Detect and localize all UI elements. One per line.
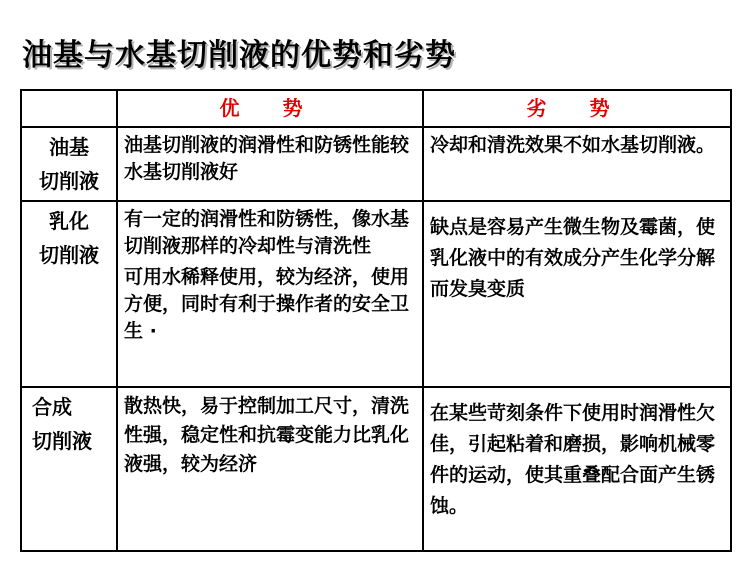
table-row-emulsion [21,201,731,387]
disadvantage-text: 在某些苛刻条件下使用时润滑性欠佳，引起粘着和磨损，影响机械零件的运动，使其重叠配合面产生锈蚀。 [430,402,716,517]
row-label-oil-based [21,127,117,201]
row-label-line1: 乳化 [49,209,89,233]
disadvantage-cell-synthetic [423,387,731,551]
disadvantage-text: 缺点是容易产生微生物及霉菌，使乳化液中的有效成分产生化学分解而发臭变质 [430,216,716,300]
row-label-line2: 切削液 [39,169,99,193]
comparison-table [20,89,732,552]
advantage-cell-oil-based [117,127,423,201]
table-header-row [21,90,731,127]
row-label-emulsion [21,201,117,387]
page-title: 油基与水基切削液的优势和劣势 [22,38,456,73]
advantage-text: 油基切削液的润滑性和防锈性能较水基切削液好 [124,134,410,183]
disadvantage-text: 冷却和清洗效果不如水基切削液。 [430,134,716,156]
table-row-oil-based [21,127,731,201]
header-corner-cell [21,90,117,127]
advantage-text: 散热快，易于控制加工尺寸，清洗性强，稳定性和抗霉变能力比乳化液强，较为经济 [124,395,410,475]
row-label-synthetic [21,387,117,551]
advantage-text: 有一定的润滑性和防锈性，像水基切削液那样的冷却性与清洗性 [124,208,410,257]
header-advantage: 优 势 [117,90,423,127]
advantage-text: 可用水稀释使用，较为经济，使用方便，同时有利于操作者的安全卫生 · [124,266,410,342]
row-label-line2: 切削液 [32,429,92,453]
row-label-line1: 合成 [32,395,72,419]
row-label-line2: 切削液 [39,243,99,267]
disadvantage-cell-emulsion [423,201,731,387]
header-disadvantage: 劣 势 [423,90,731,127]
table-row-synthetic [21,387,731,551]
advantage-cell-synthetic [117,387,423,551]
advantage-cell-emulsion [117,201,423,387]
disadvantage-cell-oil-based [423,127,731,201]
row-label-line1: 油基 [49,135,89,159]
